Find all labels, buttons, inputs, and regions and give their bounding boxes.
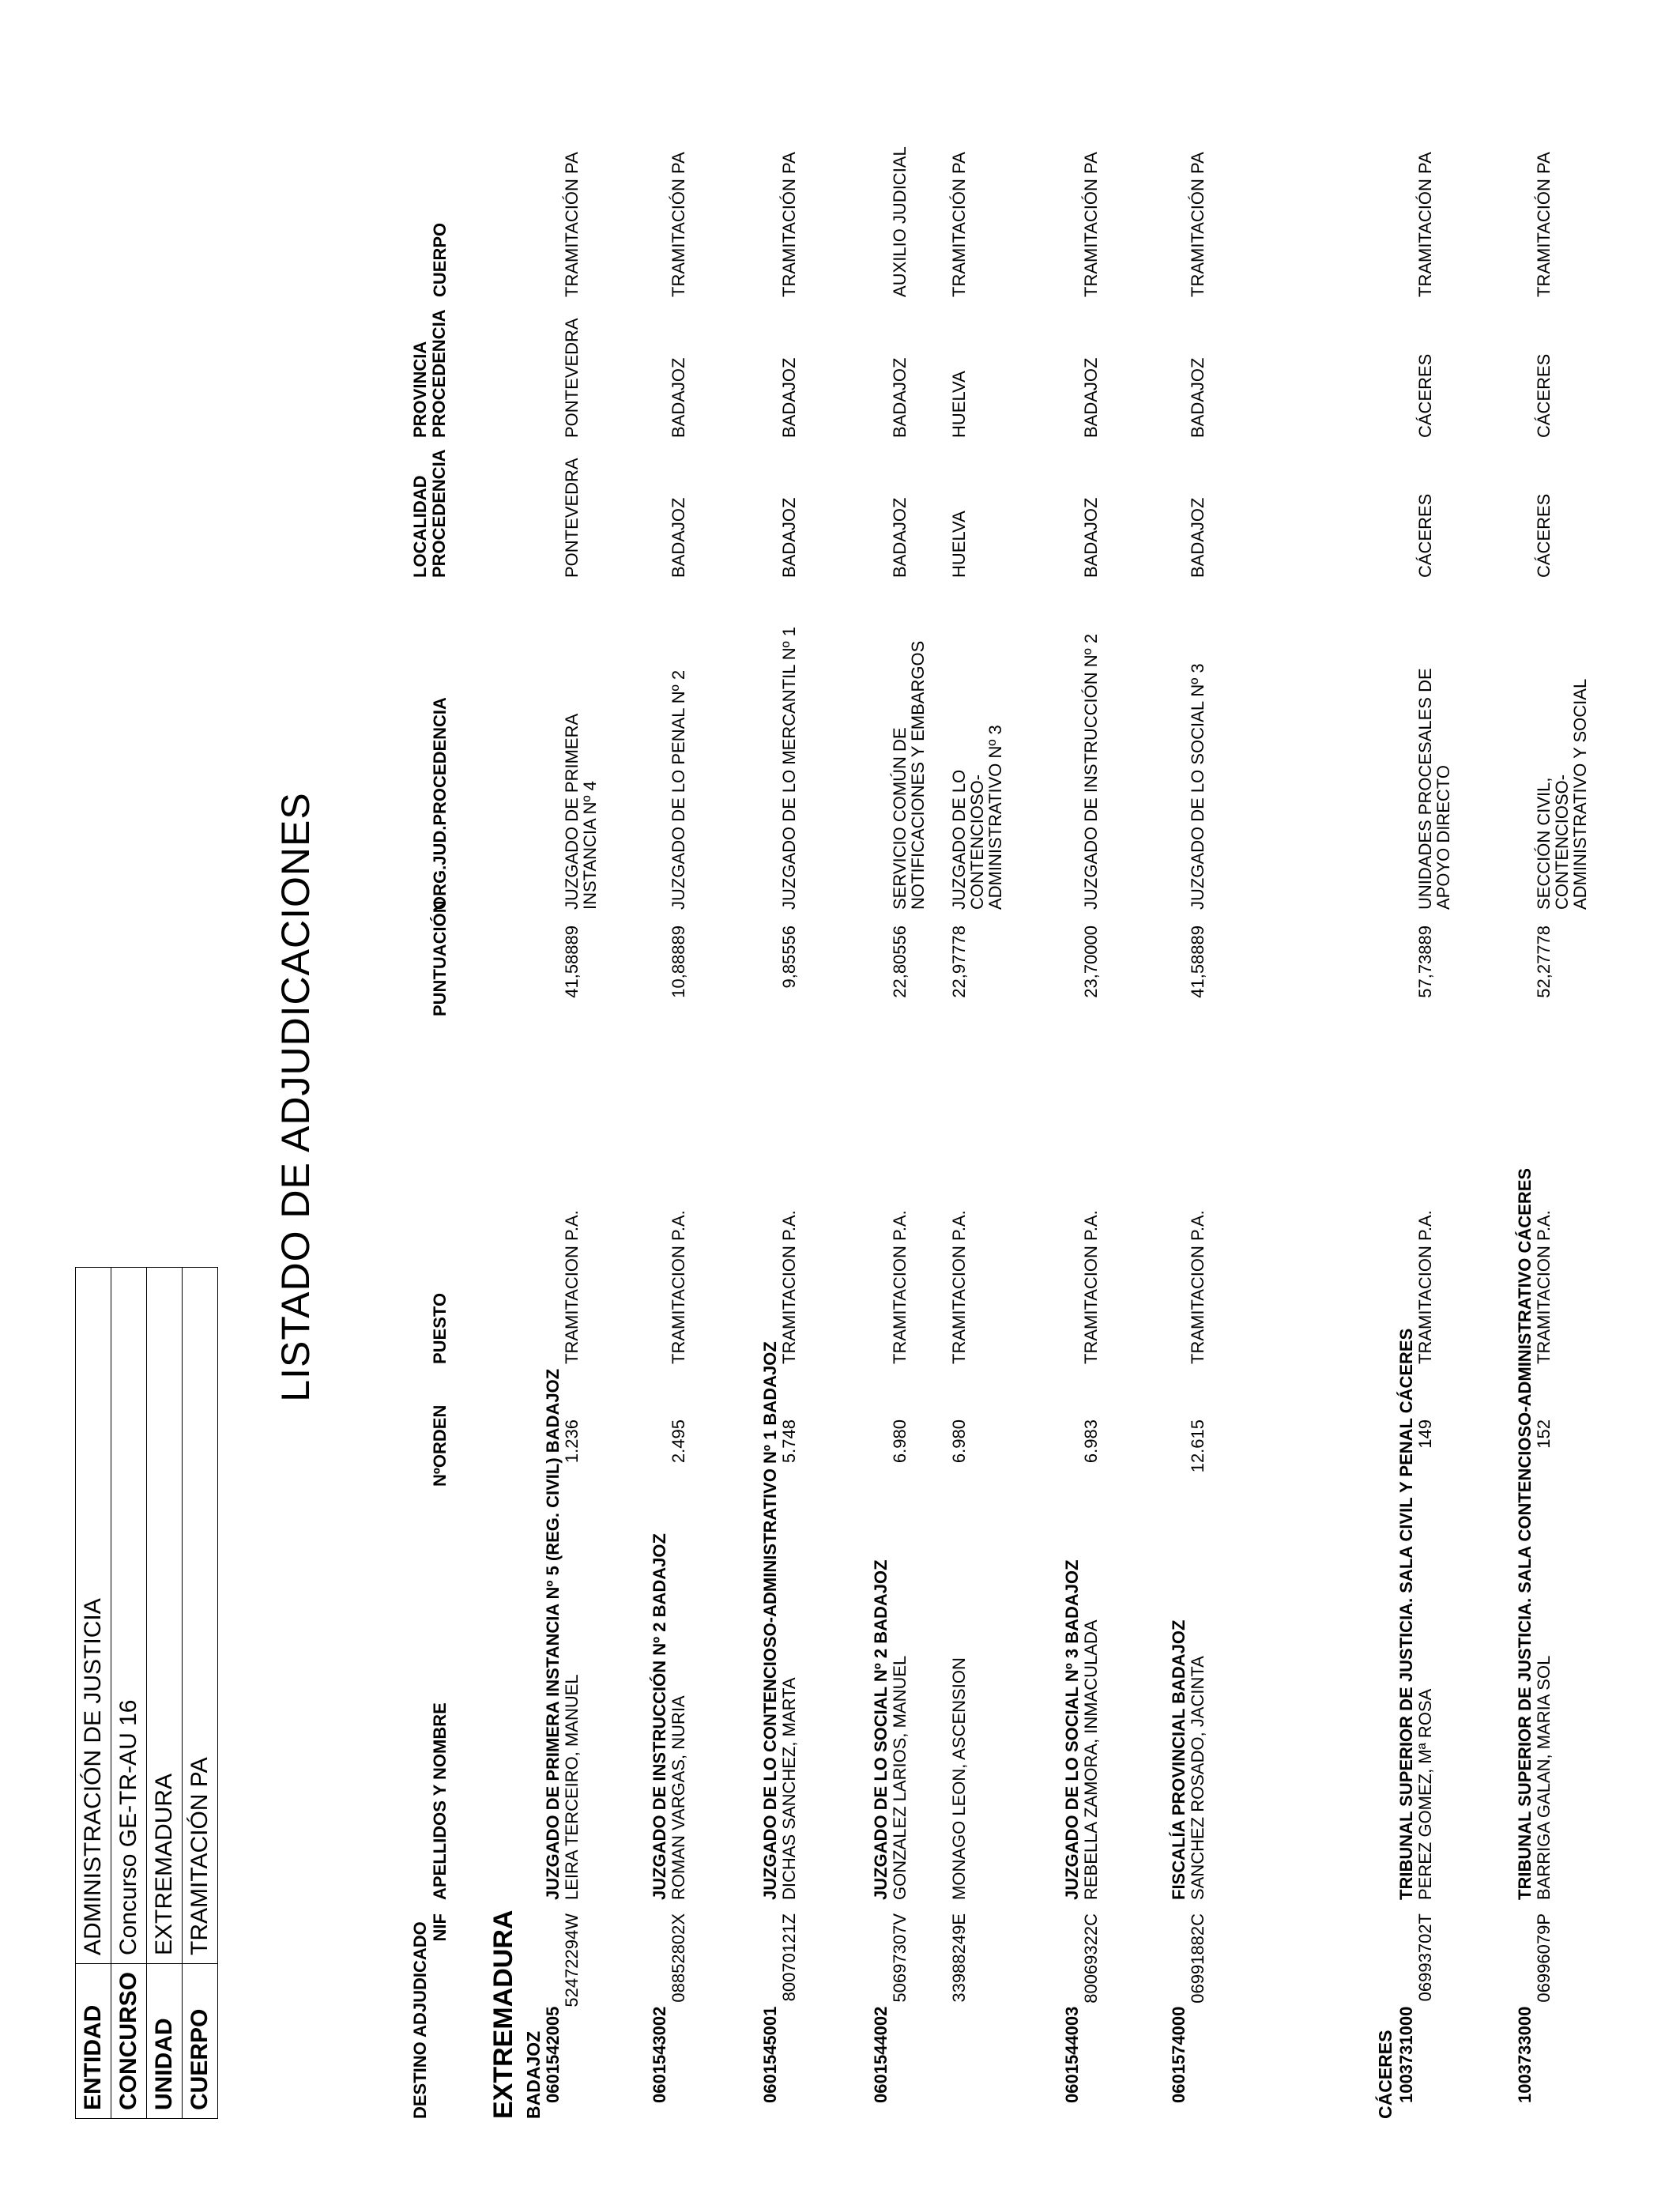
cuerpo-cell: TRAMITACIÓN PA — [669, 152, 688, 297]
nombre-cell: LEIRA TERCEIRO, MANUEL — [562, 1674, 582, 1900]
destino-name: TRIBUNAL SUPERIOR DE JUSTICIA. SALA CONTENCIOSO-ADMINISTRATIVO CÁCERES — [1515, 1167, 1535, 1900]
destino-code: 0601544002 — [871, 2006, 891, 2103]
cuerpo-cell: TRAMITACIÓN PA — [562, 152, 582, 297]
province-label: BADAJOZ — [523, 2030, 544, 2119]
orden-cell: 6.983 — [1081, 1419, 1101, 1464]
localidad-cell: BADAJOZ — [1081, 497, 1101, 578]
puntuacion-cell: 52,27778 — [1534, 925, 1554, 998]
org-procedencia-cell: SECCIÓN CIVIL, CONTENCIOSO- ADMINISTRATIVO Y SOCIAL — [1534, 678, 1590, 910]
nif-cell: 80069322C — [1081, 1913, 1101, 2004]
localidad-cell: BADAJOZ — [779, 497, 799, 578]
info-row-unidad — [147, 1267, 183, 2118]
destino-code: 0601542005 — [543, 2006, 563, 2103]
nif-cell: 06993702T — [1415, 1913, 1435, 2002]
localidad-cell: BADAJOZ — [890, 497, 910, 578]
nif-cell: 52472294W — [562, 1913, 582, 2007]
nif-cell: 06991882C — [1188, 1913, 1207, 2004]
localidad-cell: HUELVA — [949, 511, 969, 578]
orden-cell: 1.236 — [562, 1419, 582, 1464]
nombre-cell: PEREZ GOMEZ, Mª ROSA — [1415, 1688, 1435, 1900]
destino-name: JUZGADO DE LO CONTENCIOSO-ADMINISTRATIVO Nº 1 BADAJOZ — [760, 1341, 780, 1900]
org-procedencia-cell: UNIDADES PROCESALES DE APOYO DIRECTO — [1415, 668, 1453, 910]
org-procedencia-cell: JUZGADO DE LO PENAL Nº 2 — [669, 669, 688, 910]
provincia-cell: BADAJOZ — [1081, 357, 1101, 438]
provincia-cell: BADAJOZ — [1188, 357, 1207, 438]
orden-cell: 152 — [1534, 1419, 1554, 1449]
nombre-cell: MONAGO LEON, ASCENSION — [949, 1657, 969, 1900]
info-row-concurso — [111, 1267, 147, 2118]
destino-name: JUZGADO DE LO SOCIAL Nº 2 BADAJOZ — [871, 1559, 891, 1900]
nif-cell: 33988249E — [949, 1913, 969, 2003]
info-label: CONCURSO — [111, 1963, 147, 2118]
provincia-cell: CÁCERES — [1534, 353, 1554, 438]
nombre-cell: DICHAS SANCHEZ, MARTA — [779, 1677, 799, 1900]
info-value: TRAMITACIÓN PA — [183, 1267, 218, 1963]
puntuacion-cell: 41,58889 — [562, 925, 582, 998]
header-orden: NºORDEN — [430, 1404, 450, 1487]
header-provincia: PROVINCIA PROCEDENCIA — [410, 309, 449, 438]
cuerpo-cell: AUXILIO JUDICIAL — [890, 146, 910, 297]
orden-cell: 6.980 — [949, 1419, 969, 1464]
nif-cell: 80070121Z — [779, 1913, 799, 2002]
destino-code: 0601545001 — [760, 2006, 780, 2103]
puntuacion-cell: 23,70000 — [1081, 925, 1101, 998]
header-org: ORG.JUD.PROCEDENCIA — [430, 697, 450, 910]
puntuacion-cell: 41,58889 — [1188, 925, 1207, 998]
puntuacion-cell: 22,80556 — [890, 925, 910, 998]
destino-code: 1003731000 — [1396, 2006, 1416, 2103]
org-procedencia-cell: SERVICIO COMÚN DE NOTIFICACIONES Y EMBARGOS — [890, 640, 928, 910]
info-table — [75, 1267, 218, 2119]
orden-cell: 5.748 — [779, 1419, 799, 1464]
org-procedencia-cell: JUZGADO DE LO CONTENCIOSO- ADMINISTRATIVO Nº 3 — [949, 725, 1005, 910]
nombre-cell: ROMAN VARGAS, NURIA — [669, 1695, 688, 1900]
puntuacion-cell: 57,73889 — [1415, 925, 1435, 998]
info-row-cuerpo — [183, 1267, 218, 2118]
nombre-cell: REBELLA ZAMORA, INMACULADA — [1081, 1619, 1101, 1900]
destino-name: TRIBUNAL SUPERIOR DE JUSTICIA. SALA CIVIL Y PENAL CÁCERES — [1396, 1328, 1416, 1900]
puesto-cell: TRAMITACION P.A. — [1188, 1210, 1207, 1364]
nif-cell: 08852802X — [669, 1913, 688, 2003]
puesto-cell: TRAMITACION P.A. — [1415, 1210, 1435, 1364]
localidad-cell: BADAJOZ — [669, 497, 688, 578]
header-cuerpo: CUERPO — [430, 222, 450, 297]
orden-cell: 2.495 — [669, 1419, 688, 1464]
org-procedencia-cell: JUZGADO DE PRIMERA INSTANCIA Nº 4 — [562, 713, 600, 910]
destino-name: JUZGADO DE LO SOCIAL Nº 3 BADAJOZ — [1062, 1559, 1082, 1900]
puesto-cell: TRAMITACION P.A. — [890, 1210, 910, 1364]
destino-name: FISCALÍA PROVINCIAL BADAJOZ — [1169, 1619, 1188, 1900]
info-value: EXTREMADURA — [147, 1267, 183, 1963]
orden-cell: 149 — [1415, 1419, 1435, 1449]
header-puntuacion: PUNTUACIÓN — [430, 900, 450, 1016]
provincia-cell: BADAJOZ — [890, 357, 910, 438]
puntuacion-cell: 22,97778 — [949, 925, 969, 998]
header-apellidos: APELLIDOS Y NOMBRE — [430, 1702, 450, 1900]
org-procedencia-cell: JUZGADO DE LO MERCANTIL Nº 1 — [779, 626, 799, 910]
localidad-cell: CÁCERES — [1534, 493, 1554, 578]
info-label: UNIDAD — [147, 1963, 183, 2118]
orden-cell: 6.980 — [890, 1419, 910, 1464]
provincia-cell: CÁCERES — [1415, 353, 1435, 438]
puntuacion-cell: 9,85556 — [779, 925, 799, 989]
localidad-cell: PONTEVEDRA — [562, 458, 582, 578]
puesto-cell: TRAMITACION P.A. — [779, 1210, 799, 1364]
region-label: EXTREMADURA — [488, 1909, 518, 2119]
nombre-cell: BARRIGA GALAN, MARIA SOL — [1534, 1655, 1554, 1900]
puntuacion-cell: 10,88889 — [669, 925, 688, 998]
provincia-cell: HUELVA — [949, 371, 969, 438]
nombre-cell: GONZALEZ LARIOS, MANUEL — [890, 1655, 910, 1900]
destino-code: 0601574000 — [1169, 2006, 1188, 2103]
nif-cell: 06996079P — [1534, 1913, 1554, 2003]
org-procedencia-cell: JUZGADO DE INSTRUCCIÓN Nº 2 — [1081, 633, 1101, 910]
cuerpo-cell: TRAMITACIÓN PA — [1188, 152, 1207, 297]
nombre-cell: SANCHEZ ROSADO, JACINTA — [1188, 1656, 1207, 1900]
info-row-entidad — [76, 1267, 111, 2118]
cuerpo-cell: TRAMITACIÓN PA — [779, 152, 799, 297]
provincia-cell: PONTEVEDRA — [562, 318, 582, 438]
info-value: ADMINISTRACIÓN DE JUSTICIA — [76, 1267, 111, 1963]
puesto-cell: TRAMITACION P.A. — [1081, 1210, 1101, 1364]
cuerpo-cell: TRAMITACIÓN PA — [1081, 152, 1101, 297]
localidad-cell: CÁCERES — [1415, 493, 1435, 578]
destino-code: 0601543002 — [650, 2006, 669, 2103]
org-procedencia-cell: JUZGADO DE LO SOCIAL Nº 3 — [1188, 663, 1207, 910]
destino-code: 1003733000 — [1515, 2006, 1535, 2103]
header-destino: DESTINO ADJUDICADO — [410, 1921, 430, 2119]
puesto-cell: TRAMITACION P.A. — [949, 1210, 969, 1364]
destino-code: 0601544003 — [1062, 2006, 1082, 2103]
header-localidad: LOCALIDAD PROCEDENCIA — [410, 449, 449, 578]
localidad-cell: BADAJOZ — [1188, 497, 1207, 578]
destino-name: JUZGADO DE PRIMERA INSTANCIA Nº 5 (REG. CIVIL) BADAJOZ — [543, 1368, 563, 1900]
info-value: Concurso GE-TR-AU 16 — [111, 1267, 147, 1963]
page-title: LISTADO DE ADJUDICACIONES — [273, 792, 318, 1402]
nif-cell: 50697307V — [890, 1913, 910, 2003]
cuerpo-cell: TRAMITACIÓN PA — [949, 152, 969, 297]
orden-cell: 12.615 — [1188, 1419, 1207, 1473]
cuerpo-cell: TRAMITACIÓN PA — [1534, 152, 1554, 297]
province-label: CÁCERES — [1375, 2030, 1396, 2119]
provincia-cell: BADAJOZ — [669, 357, 688, 438]
puesto-cell: TRAMITACION P.A. — [669, 1210, 688, 1364]
puesto-cell: TRAMITACION P.A. — [562, 1210, 582, 1364]
header-puesto: PUESTO — [430, 1292, 450, 1364]
provincia-cell: BADAJOZ — [779, 357, 799, 438]
destino-name: JUZGADO DE INSTRUCCIÓN Nº 2 BADAJOZ — [650, 1533, 669, 1900]
cuerpo-cell: TRAMITACIÓN PA — [1415, 152, 1435, 297]
puesto-cell: TRAMITACION P.A. — [1534, 1210, 1554, 1364]
info-label: CUERPO — [183, 1963, 218, 2118]
header-nif: NIF — [430, 1913, 450, 1942]
info-label: ENTIDAD — [76, 1963, 111, 2118]
